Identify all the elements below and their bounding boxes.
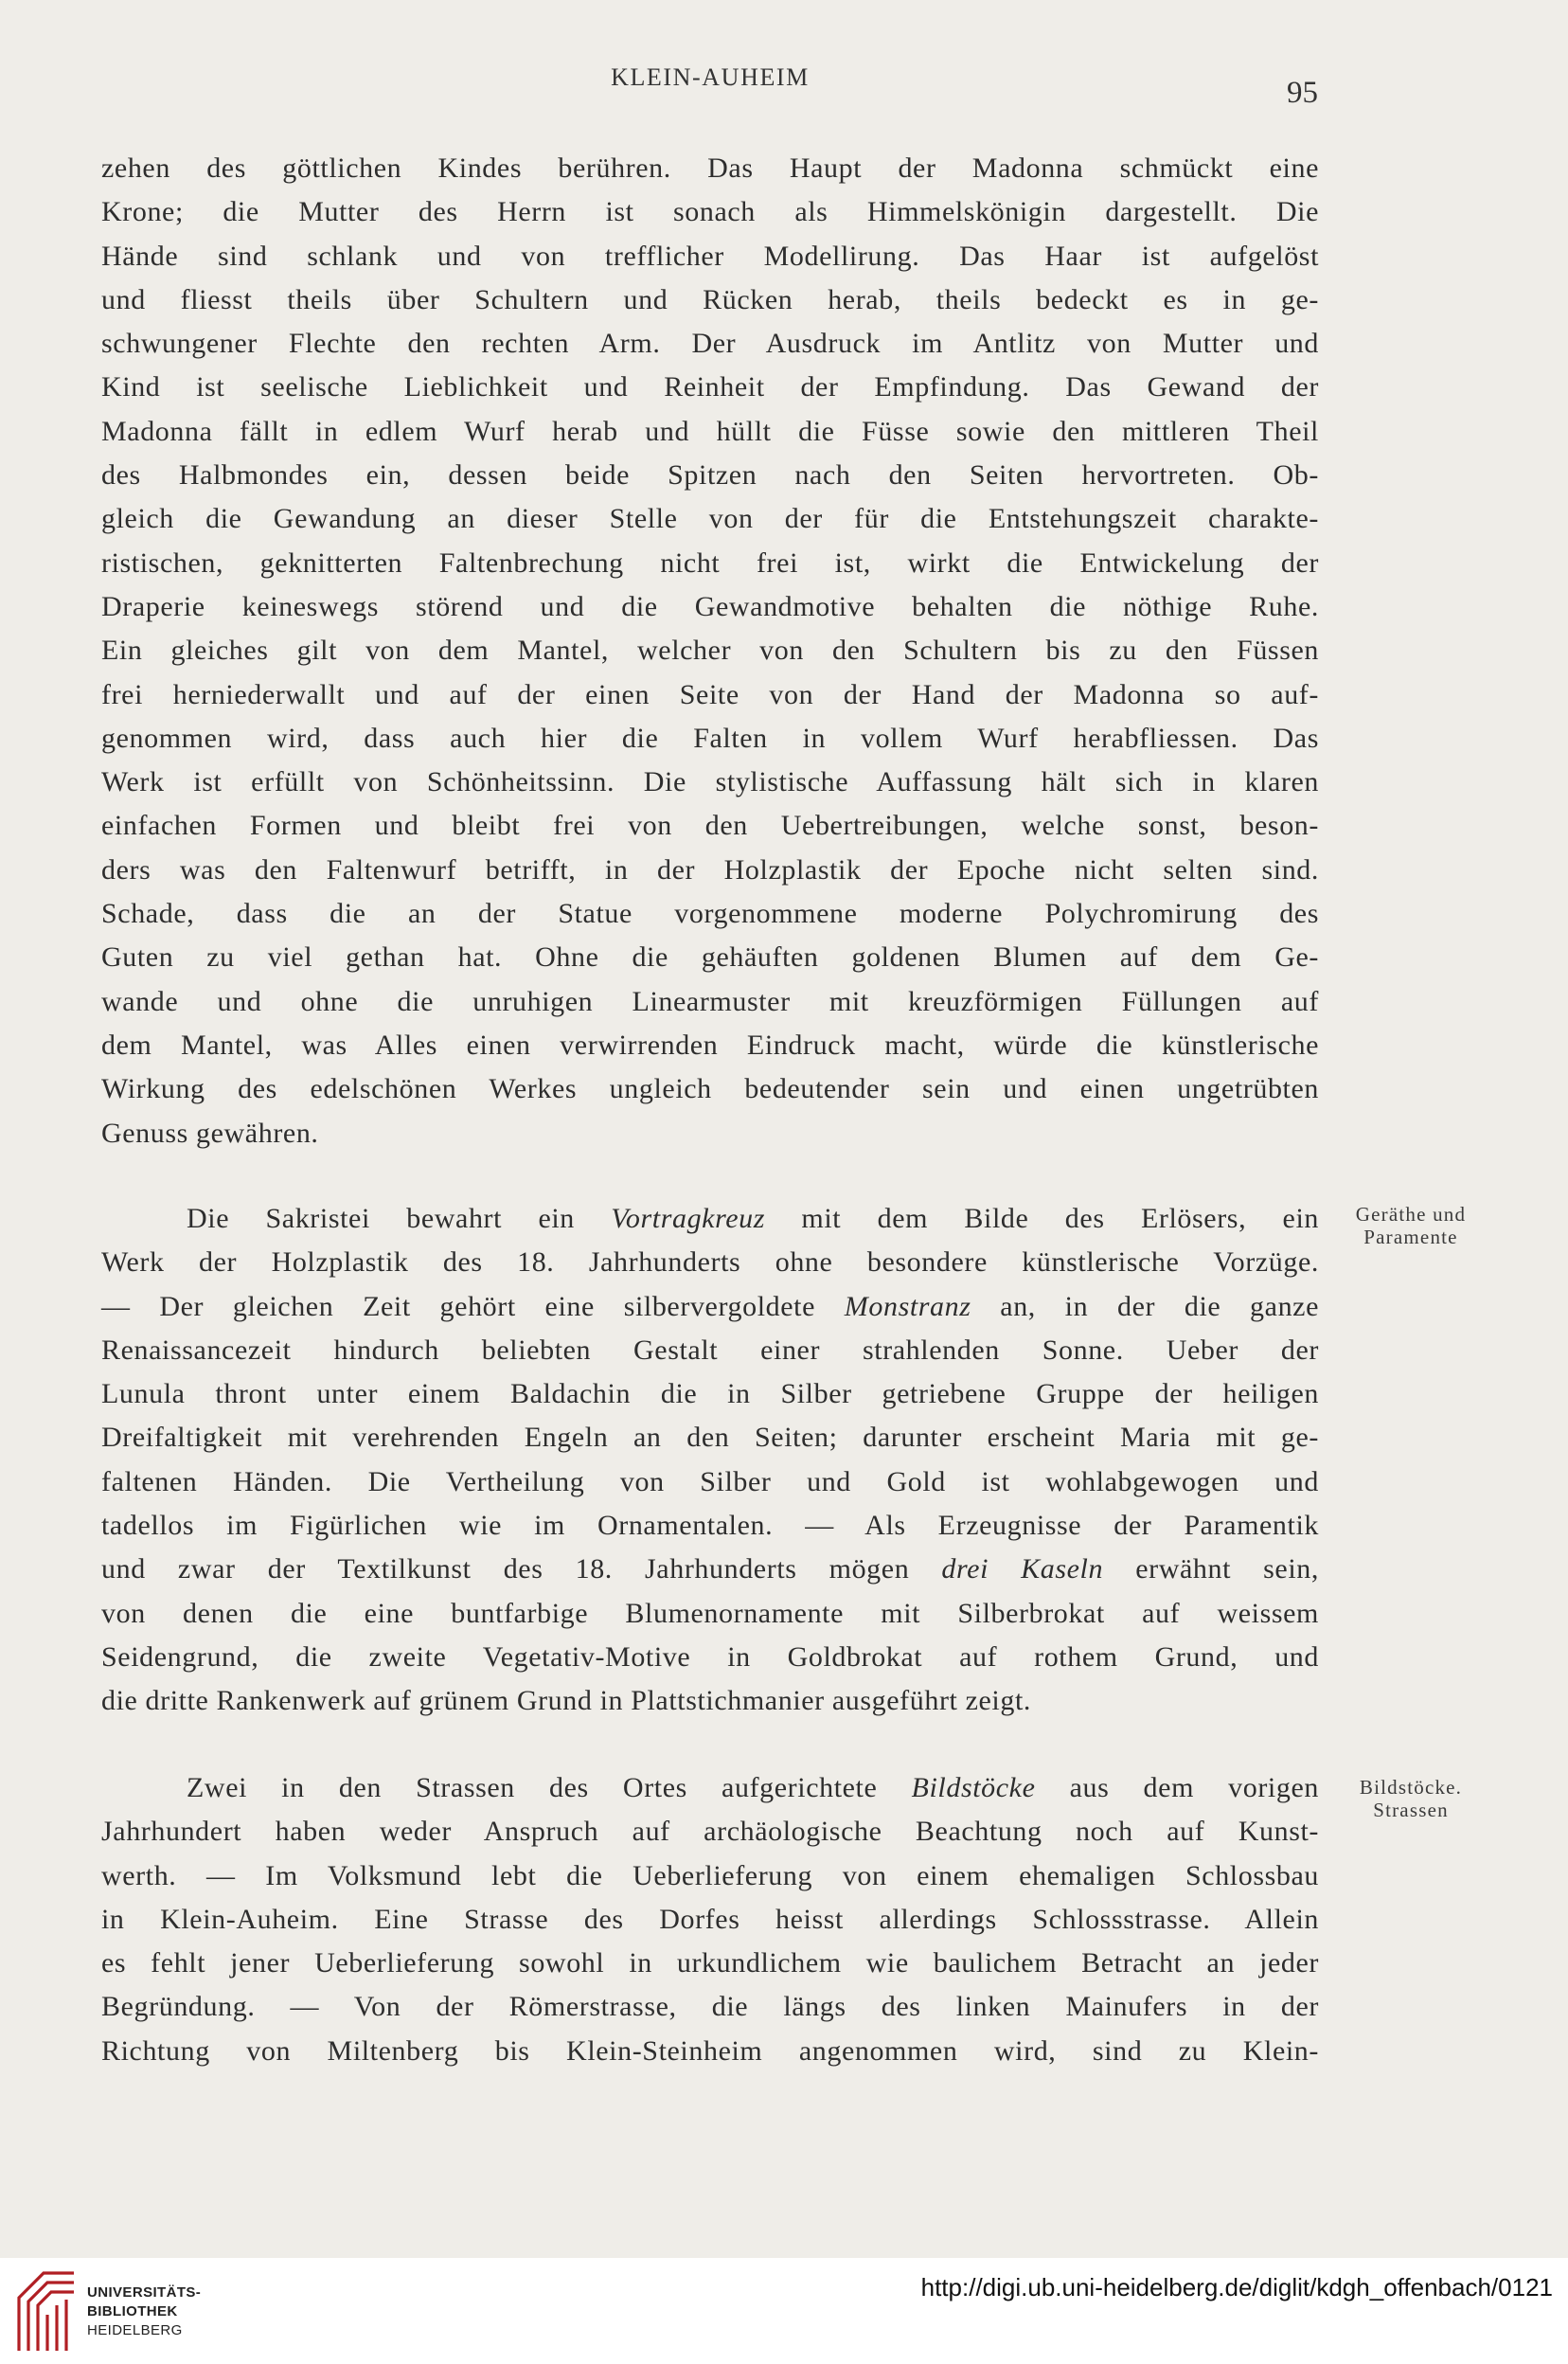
text-line [101,1636,1319,1679]
line-text: frei herniederwallt und auf der einen Seite von der Hand der Madonna so auf- [101,678,1319,710]
line-text: Draperie keineswegs störend und die Gewandmotive behalten die nöthige Ruhe. [101,590,1319,622]
line-text: und zwar der Textilkunst des 18. Jahrhunderts mögen [101,1553,942,1585]
text-line [101,1329,1319,1372]
line-text: des Halbmondes ein, dessen beide Spitzen nach den Seiten hervortreten. Ob- [101,459,1319,492]
line-text: dem Mantel, was Alles einen verwirrenden Eindruck macht, würde die künstlerische [101,1029,1319,1061]
line-text: Krone; die Mutter des Herrn ist sonach als Himmelskönigin dargestellt. Die [101,196,1319,228]
text-line [101,1416,1319,1460]
text-line [101,804,1319,848]
text-line [101,1460,1319,1504]
line-text: und fliesst theils über Schultern und Rücken herab, theils bedeckt es in ge- [101,283,1319,315]
text-line [101,2030,1319,2073]
line-text: genommen wird, dass auch hier die Falten in vollem Wurf herabfliessen. Das [101,722,1319,754]
line-text: einfachen Formen und bleibt frei von den Uebertreibungen, welche sonst, beson- [101,810,1319,842]
text-line [101,1854,1319,1898]
text-line [101,366,1319,409]
text-line [101,454,1319,497]
line-text: Seidengrund, die zweite Vegetativ-Motive in Goldbrokat auf rothem Grund, und [101,1640,1319,1673]
line-text: — Der gleichen Zeit gehört eine silbervergoldete [101,1290,845,1322]
text-line [101,1024,1319,1067]
line-text: tadellos im Figürlichen wie im Ornamentalen. — Als Erzeugnisse der Paramentik [101,1510,1319,1542]
margin-note-line: Geräthe und [1355,1203,1467,1226]
line-text: gleich die Gewandung an dieser Stelle von der für die Entstehungszeit charakte- [101,503,1319,535]
text-line [101,278,1319,322]
running-title: KLEIN-AUHEIM [611,63,810,91]
italic-term: drei Kaseln [941,1553,1104,1585]
text-line [101,1942,1319,1985]
text-line [101,1679,1319,1723]
italic-term: Vortragkreuz [611,1203,766,1234]
text-line [101,1372,1319,1416]
line-text: Renaissancezeit hindurch beliebten Gestalt einer strahlenden Sonne. Ueber der [101,1334,1319,1366]
margin-note-line: Strassen [1373,1799,1449,1821]
text-line [101,497,1319,541]
line-text: Genuss gewähren. [101,1117,319,1149]
text-line [101,1548,1319,1591]
library-name-line: HEIDELBERG [87,2322,183,2338]
text-line [101,147,1319,190]
line-text: schwungener Flechte den rechten Arm. Der Ausdruck im Antlitz von Mutter und [101,328,1319,360]
line-text: Hände sind schlank und von trefflicher Modellirung. Das Haar ist aufgelöst [101,240,1319,272]
text-line [101,629,1319,672]
text-line [101,1985,1319,2029]
line-text: die dritte Rankenwerk auf grünem Grund in Plattstichmanier ausgeführt zeigt. [101,1685,1031,1717]
page-number: 95 [1287,76,1318,110]
text-line [101,936,1319,979]
margin-note-line: Paramente [1363,1226,1458,1248]
library-name [87,2283,201,2340]
line-text: Wirkung des edelschönen Werkes ungleich bedeutender sein und einen ungetrübten [101,1073,1319,1105]
line-text: Kind ist seelische Lieblichkeit und Reinheit der Empfindung. Das Gewand der [101,371,1319,403]
text-line [101,1592,1319,1636]
line-text: zehen des göttlichen Kindes berühren. Das Haupt der Madonna schmückt eine [101,152,1319,184]
line-text: Schade, dass die an der Statue vorgenommene moderne Polychromirung des [101,898,1319,930]
line-text: Richtung von Miltenberg bis Klein-Steinheim angenommen wird, sind zu Klein- [101,2034,1319,2067]
paragraph-madonna-description [101,147,1319,1155]
text-line [101,1898,1319,1942]
line-text: Die Sakristei bewahrt ein [187,1203,612,1234]
text-line [101,761,1319,804]
text-line [101,980,1319,1024]
university-library-logo-icon [15,2269,78,2353]
margin-note-geraethe [1335,1203,1487,1248]
text-line [101,1504,1319,1548]
line-text: Ein gleiches gilt von dem Mantel, welcher von den Schultern bis zu den Füssen [101,635,1319,667]
line-text: Lunula thront unter einem Baldachin die in Silber getriebene Gruppe der heiligen [101,1378,1319,1410]
line-text: faltenen Händen. Die Vertheilung von Silber und Gold ist wohlabgewogen und [101,1465,1319,1497]
line-text: in Klein-Auheim. Eine Strasse des Dorfes heisst allerdings Schlossstrasse. Allein [101,1903,1319,1935]
text-line [101,1810,1319,1854]
line-text: ristischen, geknitterten Faltenbrechung nicht frei ist, wirkt die Entwickelung der [101,546,1319,579]
text-line [101,190,1319,234]
paragraph-sakristei [101,1197,1319,1724]
text-line [101,410,1319,454]
line-text: von denen die eine buntfarbige Blumenornamente mit Silberbrokat auf weissem [101,1597,1319,1629]
text-line [101,1197,1319,1241]
text-line [101,1766,1319,1810]
permalink-url: http://digi.ub.uni-heidelberg.de/diglit/kdgh_offenbach/0121 [920,2273,1553,2301]
line-text: es fehlt jener Ueberlieferung sowohl in urkundlichem wie baulichem Betracht an jeder [101,1947,1319,1979]
line-text: Guten zu viel gethan hat. Ohne die gehäuften goldenen Blumen auf dem Ge- [101,941,1319,974]
text-line [101,1112,1319,1155]
line-text: Madonna fällt in edlem Wurf herab und hüllt die Füsse sowie den mittleren Theil [101,415,1319,447]
line-text: Jahrhundert haben weder Anspruch auf archäologische Beachtung noch auf Kunst- [101,1816,1319,1848]
line-text: Werk ist erfüllt von Schönheitssinn. Die stylistische Auffassung hält sich in klaren [101,766,1319,798]
line-text: wande und ohne die unruhigen Linearmuster mit kreuzförmigen Füllungen auf [101,985,1319,1017]
text-line [101,673,1319,717]
line-text: werth. — Im Volksmund lebt die Ueberlieferung von einem ehemaligen Schlossbau [101,1859,1319,1891]
library-name-line: UNIVERSITÄTS- [87,2284,202,2301]
text-line [101,585,1319,629]
text-line [101,1067,1319,1111]
line-text: Zwei in den Strassen des Ortes aufgerichtete [187,1772,912,1803]
paragraph-bildstoecke [101,1766,1319,2073]
text-line [101,717,1319,761]
library-name-line: BIBLIOTHEK [87,2303,178,2319]
text-line [101,849,1319,892]
line-text: Dreifaltigkeit mit verehrenden Engeln an den Seiten; darunter erscheint Maria mit ge- [101,1422,1319,1454]
digitization-footer [0,2258,1568,2364]
text-line [101,892,1319,936]
line-text: erwähnt sein, [1103,1553,1319,1585]
line-text: ders was den Faltenwurf betrifft, in der Holzplastik der Epoche nicht selten sind. [101,853,1319,886]
text-line [101,235,1319,278]
line-text: an, in der die ganze [971,1290,1320,1322]
line-text: aus dem vorigen [1035,1772,1319,1803]
italic-term: Bildstöcke [911,1772,1036,1803]
italic-term: Monstranz [844,1290,971,1322]
line-text: mit dem Bilde des Erlösers, ein [765,1203,1319,1234]
margin-note-bildstoecke [1335,1776,1487,1821]
line-text: Werk der Holzplastik des 18. Jahrhunderts ohne besondere künstlerische Vorzüge. [101,1246,1319,1279]
margin-note-line: Bildstöcke. [1359,1776,1463,1799]
text-line [101,1241,1319,1284]
text-line [101,1285,1319,1329]
text-line [101,322,1319,366]
line-text: Begründung. — Von der Römerstrasse, die längs des linken Mainufers in der [101,1991,1319,2023]
text-line [101,542,1319,585]
